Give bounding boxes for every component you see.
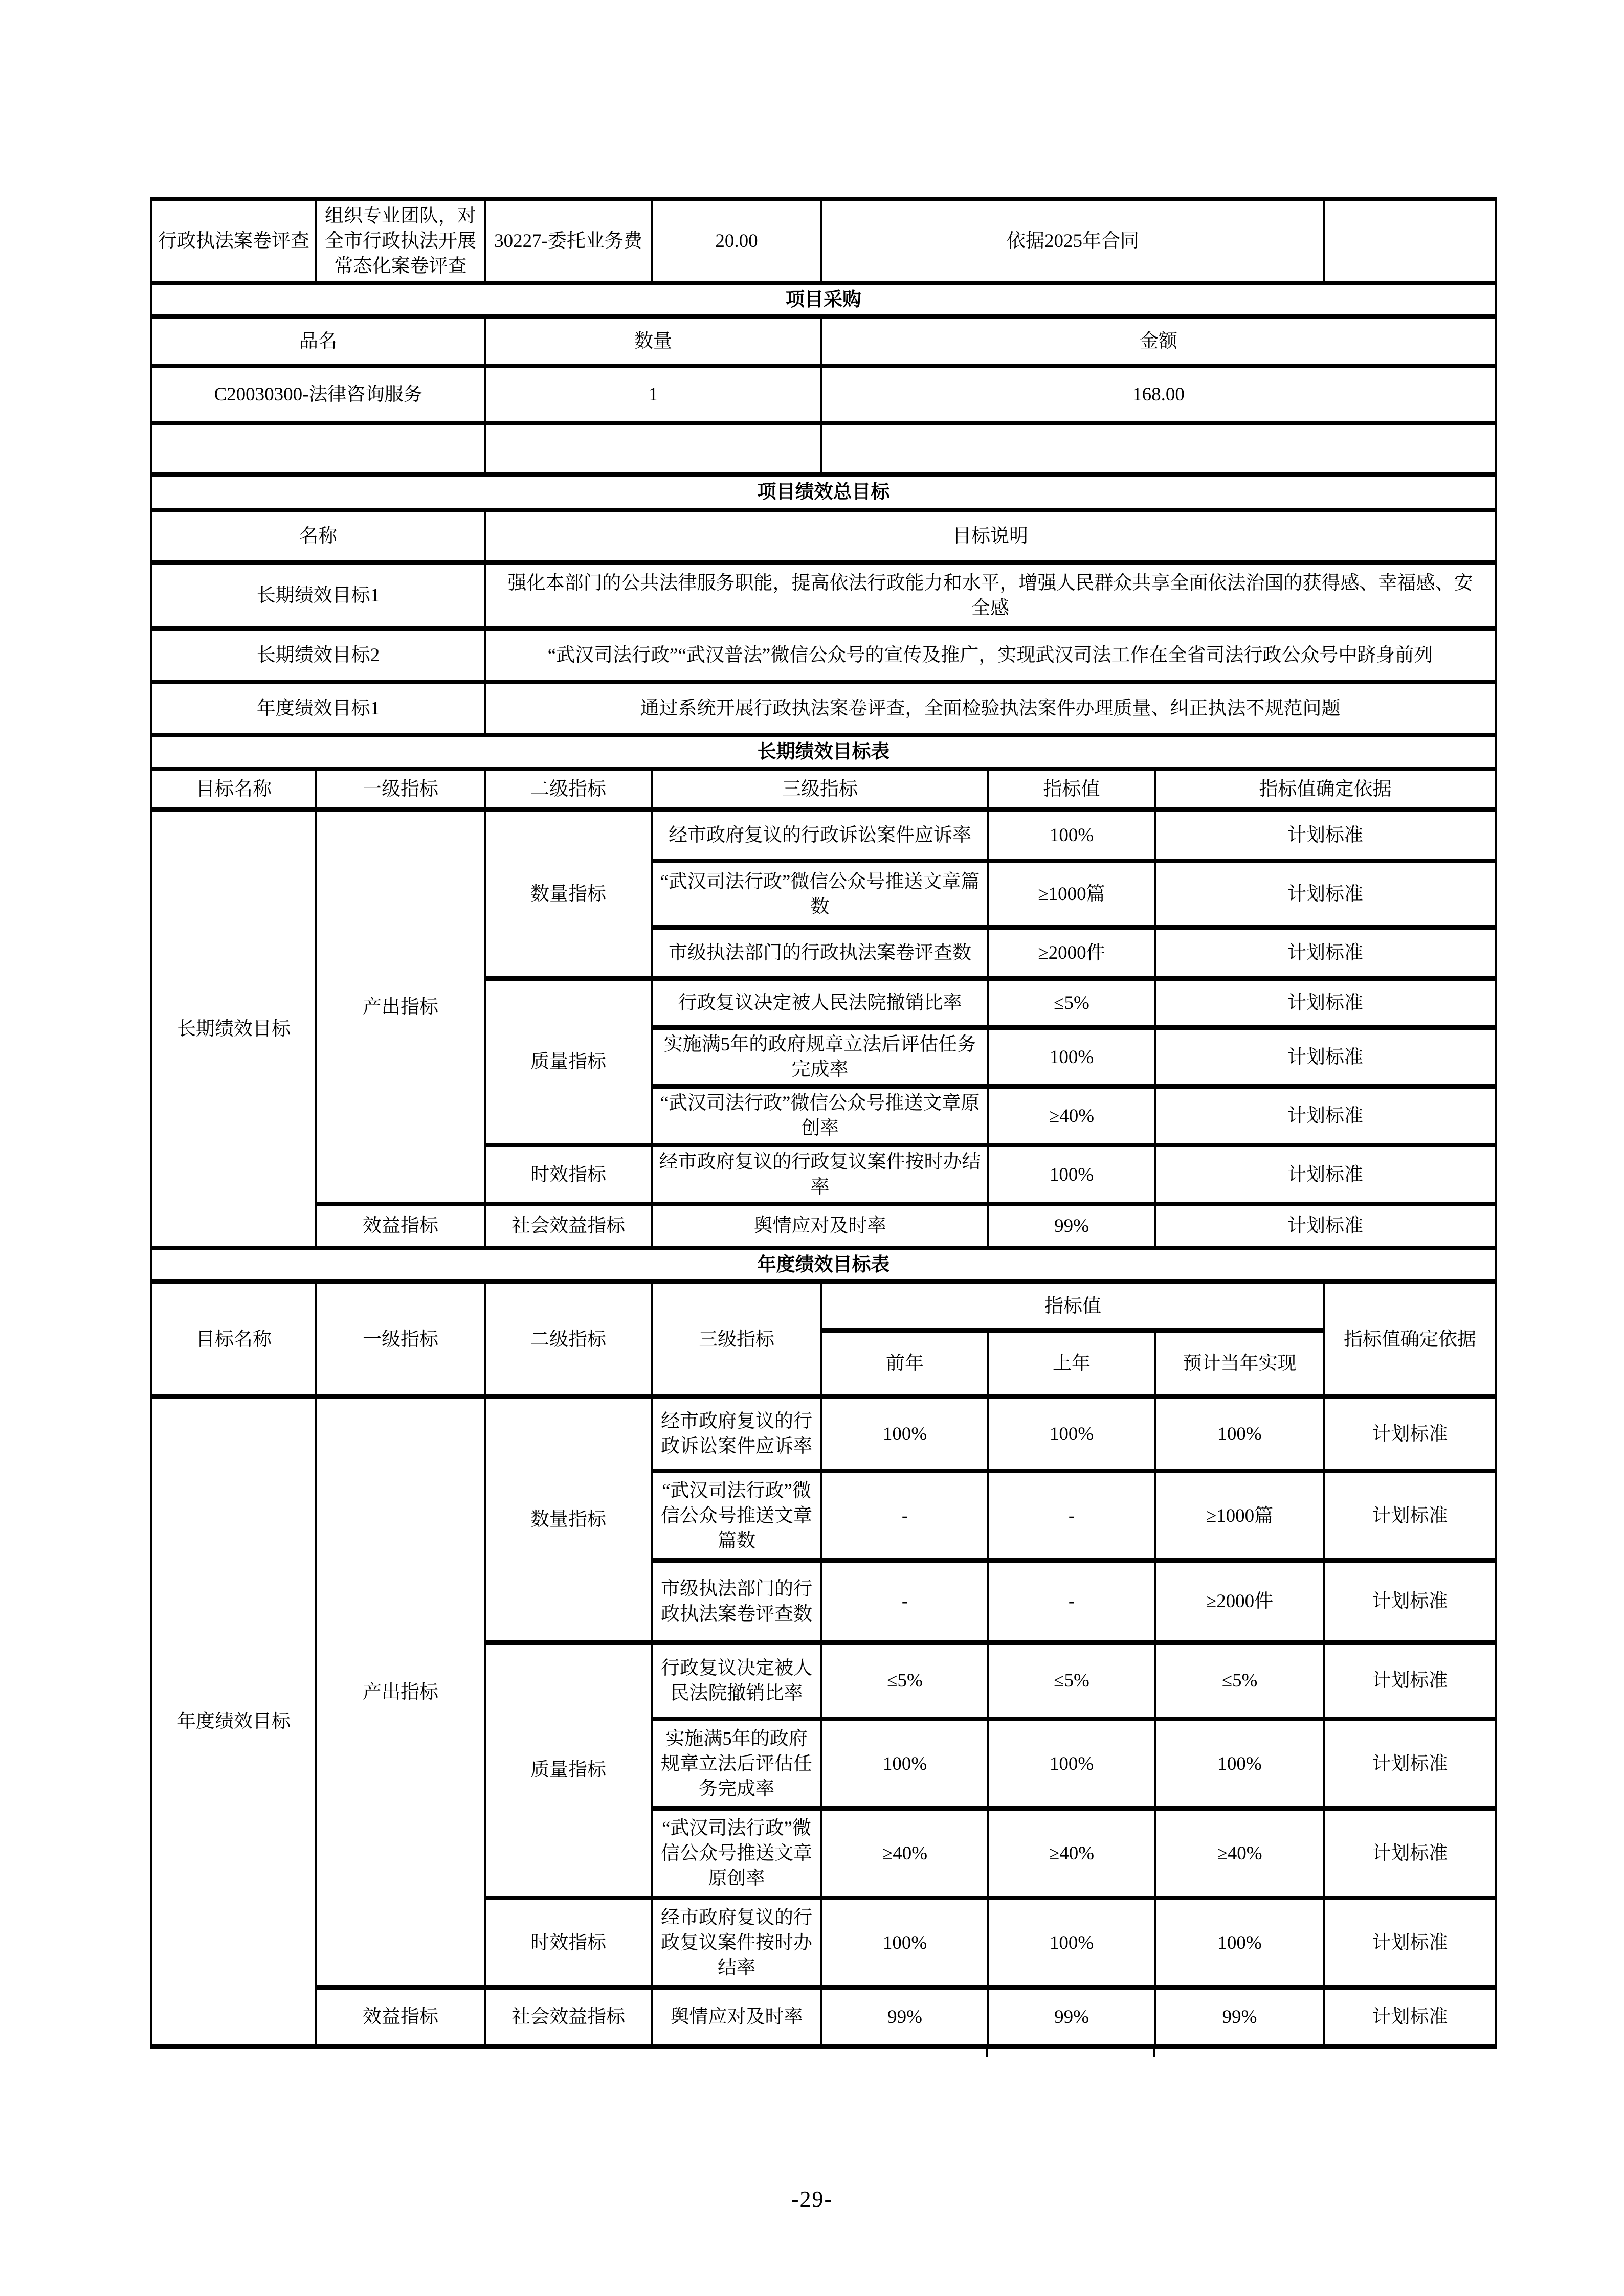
annual-col-goal: 目标名称	[151, 1282, 316, 1397]
table-row	[151, 1248, 1496, 1282]
continuation-tick	[986, 2049, 988, 2057]
annual-current-cell: ≥1000篇	[1155, 1471, 1324, 1561]
longterm-value-cell: 100%	[988, 1145, 1155, 1204]
annual-indicator-cell: 行政复议决定被人民法院撤销比率	[652, 1642, 821, 1719]
longterm-col-l1: 一级指标	[316, 769, 485, 810]
longterm-indicator-cell: “武汉司法行政”微信公众号推送文章篇数	[652, 861, 988, 928]
overall-goal-desc-cell: 强化本部门的公共法律服务职能，提高依法行政能力和水平，增强人民群众共享全面依法治国的获得感、幸福感、安全感	[485, 562, 1496, 629]
annual-basis-cell: 计划标准	[1324, 1642, 1496, 1719]
table-row	[151, 769, 1496, 810]
overall-col-name: 名称	[151, 510, 485, 562]
page-number: -29-	[791, 2187, 833, 2212]
table-row	[151, 629, 1496, 682]
annual-output-group-cell: 产出指标	[316, 1397, 485, 1988]
annual-last-cell: 100%	[988, 1719, 1155, 1809]
annual-current-cell: 99%	[1155, 1988, 1324, 2046]
annual-basis-cell: 计划标准	[1324, 1471, 1496, 1561]
longterm-col-l2: 二级指标	[485, 769, 652, 810]
annual-basis-cell: 计划标准	[1324, 1719, 1496, 1809]
annual-last-cell: 100%	[988, 1397, 1155, 1471]
longterm-basis-cell: 计划标准	[1155, 861, 1496, 928]
annual-basis-cell: 计划标准	[1324, 1809, 1496, 1898]
continuation-tick	[1153, 2049, 1155, 2057]
procurement-empty-name-cell	[151, 423, 485, 475]
annual-indicator-cell: “武汉司法行政”微信公众号推送文章原创率	[652, 1809, 821, 1898]
longterm-value-cell: 99%	[988, 1204, 1155, 1248]
annual-goal-name-cell: 年度绩效目标	[151, 1397, 316, 2046]
overall-goal-name-cell: 年度绩效目标1	[151, 682, 485, 735]
table-row	[151, 682, 1496, 735]
carryover-amount-cell: 20.00	[652, 199, 821, 283]
annual-indicator-cell: 实施满5年的政府规章立法后评估任务完成率	[652, 1719, 821, 1809]
longterm-value-cell: ≥1000篇	[988, 861, 1155, 928]
procurement-empty-qty-cell	[485, 423, 821, 475]
annual-current-cell: 100%	[1155, 1719, 1324, 1809]
table-row	[151, 1282, 1496, 1331]
longterm-indicator-cell: 实施满5年的政府规章立法后评估任务完成率	[652, 1028, 988, 1087]
table-row	[151, 366, 1496, 423]
annual-before-cell: 99%	[821, 1988, 988, 2046]
annual-col-l3: 三级指标	[652, 1282, 821, 1397]
longterm-value-cell: ≥2000件	[988, 928, 1155, 979]
table-row	[151, 810, 1496, 861]
longterm-indicator-cell: 经市政府复议的行政诉讼案件应诉率	[652, 810, 988, 861]
longterm-indicator-cell: 市级执法部门的行政执法案卷评查数	[652, 928, 988, 979]
annual-col-basis: 指标值确定依据	[1324, 1282, 1496, 1397]
annual-last-cell: 100%	[988, 1898, 1155, 1988]
longterm-basis-cell: 计划标准	[1155, 1204, 1496, 1248]
annual-social-group-cell: 社会效益指标	[485, 1988, 652, 2046]
annual-quantity-group-cell: 数量指标	[485, 1397, 652, 1642]
annual-current-cell: ≤5%	[1155, 1642, 1324, 1719]
procurement-item-amount-cell: 168.00	[821, 366, 1496, 423]
annual-last-cell: -	[988, 1561, 1155, 1642]
annual-timeliness-group-cell: 时效指标	[485, 1898, 652, 1988]
table-sheet	[150, 197, 1497, 2049]
annual-before-cell: 100%	[821, 1719, 988, 1809]
longterm-col-goal: 目标名称	[151, 769, 316, 810]
annual-before-cell: 100%	[821, 1898, 988, 1988]
annual-col-year-current: 预计当年实现	[1155, 1331, 1324, 1397]
longterm-basis-cell: 计划标准	[1155, 979, 1496, 1028]
carryover-basis-cell: 依据2025年合同	[821, 199, 1324, 283]
annual-basis-cell: 计划标准	[1324, 1397, 1496, 1471]
overall-goal-name-cell: 长期绩效目标2	[151, 629, 485, 682]
overall-goal-name-cell: 长期绩效目标1	[151, 562, 485, 629]
table-row	[151, 317, 1496, 366]
longterm-basis-cell: 计划标准	[1155, 928, 1496, 979]
longterm-col-value: 指标值	[988, 769, 1155, 810]
table-row	[151, 562, 1496, 629]
procurement-item-qty-cell: 1	[485, 366, 821, 423]
table-row	[151, 423, 1496, 475]
annual-indicator-cell: 经市政府复议的行政复议案件按时办结率	[652, 1898, 821, 1988]
carryover-empty-cell	[1324, 199, 1496, 283]
annual-before-cell: ≤5%	[821, 1642, 988, 1719]
annual-indicator-cell: 经市政府复议的行政诉讼案件应诉率	[652, 1397, 821, 1471]
annual-current-cell: 100%	[1155, 1898, 1324, 1988]
procurement-col-qty: 数量	[485, 317, 821, 366]
longterm-indicator-cell: 行政复议决定被人民法院撤销比率	[652, 979, 988, 1028]
annual-col-l1: 一级指标	[316, 1282, 485, 1397]
longterm-value-cell: ≥40%	[988, 1087, 1155, 1145]
longterm-indicator-cell: 经市政府复议的行政复议案件按时办结率	[652, 1145, 988, 1204]
procurement-empty-amount-cell	[821, 423, 1496, 475]
longterm-quantity-group-cell: 数量指标	[485, 810, 652, 979]
annual-quality-group-cell: 质量指标	[485, 1642, 652, 1898]
annual-last-cell: 99%	[988, 1988, 1155, 2046]
procurement-col-amount: 金额	[821, 317, 1496, 366]
table-row	[151, 1204, 1496, 1248]
table-row	[151, 1397, 1496, 1471]
table-row	[151, 735, 1496, 769]
longterm-indicator-cell: 舆情应对及时率	[652, 1204, 988, 1248]
longterm-value-cell: 100%	[988, 810, 1155, 861]
annual-col-year-last: 上年	[988, 1331, 1155, 1397]
procurement-col-name: 品名	[151, 317, 485, 366]
annual-basis-cell: 计划标准	[1324, 1988, 1496, 2046]
table-row	[151, 1988, 1496, 2046]
annual-before-cell: 100%	[821, 1397, 988, 1471]
carryover-content-cell: 组织专业团队，对全市行政执法开展常态化案卷评查	[316, 199, 485, 283]
annual-before-cell: -	[821, 1561, 988, 1642]
annual-table-title: 年度绩效目标表	[151, 1248, 1496, 1282]
annual-current-cell: ≥40%	[1155, 1809, 1324, 1898]
longterm-col-basis: 指标值确定依据	[1155, 769, 1496, 810]
annual-indicator-cell: 舆情应对及时率	[652, 1988, 821, 2046]
longterm-goal-name-cell: 长期绩效目标	[151, 810, 316, 1248]
annual-last-cell: ≥40%	[988, 1809, 1155, 1898]
annual-col-l2: 二级指标	[485, 1282, 652, 1397]
annual-basis-cell: 计划标准	[1324, 1561, 1496, 1642]
annual-current-cell: ≥2000件	[1155, 1561, 1324, 1642]
annual-benefit-group-cell: 效益指标	[316, 1988, 485, 2046]
procurement-title: 项目采购	[151, 283, 1496, 317]
overall-goal-desc-cell: “武汉司法行政”“武汉普法”微信公众号的宣传及推广，实现武汉司法工作在全省司法行政公众号中跻身前列	[485, 629, 1496, 682]
performance-tables	[150, 197, 1497, 2049]
annual-last-cell: -	[988, 1471, 1155, 1561]
table-row	[151, 510, 1496, 562]
longterm-value-cell: 100%	[988, 1028, 1155, 1087]
annual-indicator-cell: 市级执法部门的行政执法案卷评查数	[652, 1561, 821, 1642]
table-row	[151, 475, 1496, 510]
table-row	[151, 283, 1496, 317]
overall-col-desc: 目标说明	[485, 510, 1496, 562]
longterm-social-group-cell: 社会效益指标	[485, 1204, 652, 1248]
procurement-item-name-cell: C20030300-法律咨询服务	[151, 366, 485, 423]
carryover-project-cell: 行政执法案卷评查	[151, 199, 316, 283]
overall-goal-desc-cell: 通过系统开展行政执法案卷评查，全面检验执法案件办理质量、纠正执法不规范问题	[485, 682, 1496, 735]
annual-basis-cell: 计划标准	[1324, 1898, 1496, 1988]
table-row	[151, 199, 1496, 283]
annual-last-cell: ≤5%	[988, 1642, 1155, 1719]
longterm-basis-cell: 计划标准	[1155, 1028, 1496, 1087]
longterm-col-l3: 三级指标	[652, 769, 988, 810]
annual-before-cell: ≥40%	[821, 1809, 988, 1898]
longterm-basis-cell: 计划标准	[1155, 810, 1496, 861]
longterm-quality-group-cell: 质量指标	[485, 979, 652, 1145]
longterm-table-title: 长期绩效目标表	[151, 735, 1496, 769]
longterm-benefit-group-cell: 效益指标	[316, 1204, 485, 1248]
longterm-output-group-cell: 产出指标	[316, 810, 485, 1204]
longterm-basis-cell: 计划标准	[1155, 1145, 1496, 1204]
annual-indicator-cell: “武汉司法行政”微信公众号推送文章篇数	[652, 1471, 821, 1561]
annual-col-year-before: 前年	[821, 1331, 988, 1397]
annual-current-cell: 100%	[1155, 1397, 1324, 1471]
longterm-value-cell: ≤5%	[988, 979, 1155, 1028]
overall-goals-title: 项目绩效总目标	[151, 475, 1496, 510]
longterm-timeliness-group-cell: 时效指标	[485, 1145, 652, 1204]
longterm-indicator-cell: “武汉司法行政”微信公众号推送文章原创率	[652, 1087, 988, 1145]
annual-col-value-group: 指标值	[821, 1282, 1324, 1331]
carryover-subject-cell: 30227-委托业务费	[485, 199, 652, 283]
annual-before-cell: -	[821, 1471, 988, 1561]
longterm-basis-cell: 计划标准	[1155, 1087, 1496, 1145]
